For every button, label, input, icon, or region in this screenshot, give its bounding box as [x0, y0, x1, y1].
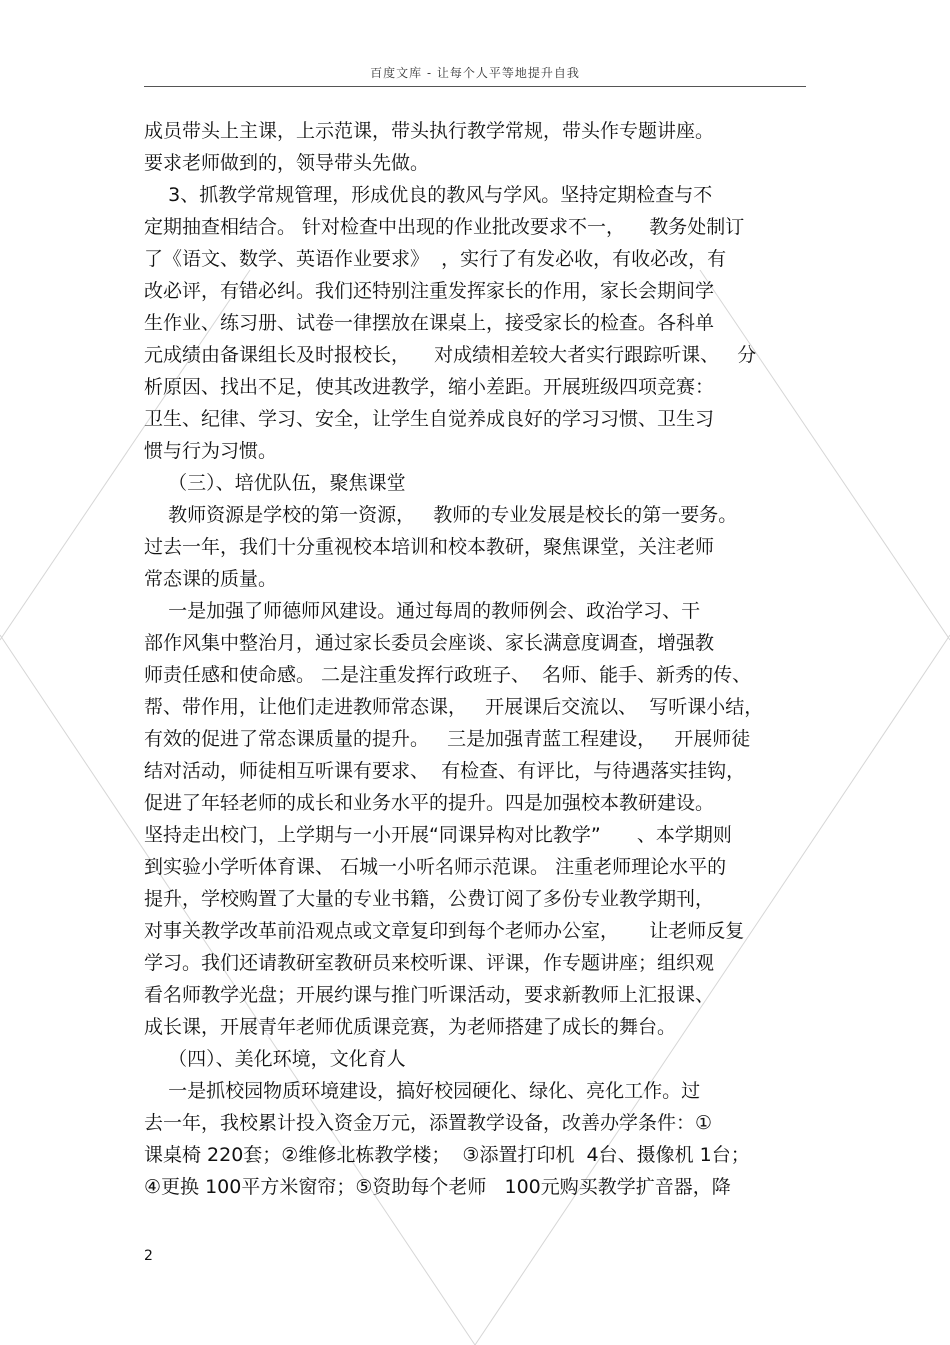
body-line: 促进了年轻老师的成长和业务水平的提升。四是加强校本教研建设。 [144, 792, 715, 814]
body-line: 元成绩由备课组长及时报校长， 对成绩相差较大者实行跟踪听课、 分 [144, 344, 757, 366]
body-line: 结对活动，师徒相互听课有要求、 有检查、有评比，与待遇落实挂钩， [144, 760, 746, 782]
body-line: ④更换 100平方米窗帘；⑤资助每个老师 100元购买教学扩音器，降 [144, 1176, 731, 1198]
body-line: 教师资源是学校的第一资源， 教师的专业发展是校长的第一要务。 [144, 504, 738, 526]
body-line: 一是加强了师德师风建设。通过每周的教师例会、政治学习、干 [144, 600, 701, 622]
body-line: 看名师教学光盘；开展约课与推门听课活动，要求新教师上汇报课、 [144, 984, 715, 1006]
body-line: 到实验小学听体育课、 石城一小听名师示范课。 注重老师理论水平的 [144, 856, 727, 878]
body-line: 改必评，有错必纠。我们还特别注重发挥家长的作用，家长会期间学 [144, 280, 715, 302]
body-line: 析原因、找出不足，使其改进教学，缩小差距。开展班级四项竞赛： [144, 376, 715, 398]
body-line: 过去一年，我们十分重视校本培训和校本教研，聚焦课堂，关注老师 [144, 536, 715, 558]
page-number: 2 [144, 1248, 153, 1264]
section-heading: （四）、美化环境，文化育人 [144, 1048, 406, 1070]
body-line: 常态课的质量。 [144, 568, 278, 590]
body-line: 提升，学校购置了大量的专业书籍，公费订阅了多份专业教学期刊， [144, 888, 715, 910]
body-line: 坚持走出校门，上学期与一小开展“同课异构对比教学” 、本学期则 [144, 824, 732, 846]
body-line: 对事关教学改革前沿观点或文章复印到每个老师办公室， 让老师反复 [144, 920, 745, 942]
body-line: 生作业、练习册、试卷一律摆放在课桌上，接受家长的检查。各科单 [144, 312, 715, 334]
header-divider [144, 86, 806, 87]
body-line: 师责任感和使命感。 二是注重发挥行政班子、 名师、能手、新秀的传、 [144, 664, 752, 686]
body-line: 成长课，开展青年老师优质课竞赛，为老师搭建了成长的舞台。 [144, 1016, 677, 1038]
page-header: 百度文库 - 让每个人平等地提升自我 [370, 66, 580, 80]
document-body [144, 115, 806, 1203]
body-line: 一是抓校园物质环境建设，搞好校园硬化、绿化、亮化工作。过 [144, 1080, 701, 1102]
body-line: 卫生、纪律、学习、安全，让学生自觉养成良好的学习习惯、卫生习 [144, 408, 715, 430]
body-line: 课桌椅 220套；②维修北栋教学楼； ③添置打印机 4台、摄像机 1台； [144, 1144, 750, 1166]
body-line: 要求老师做到的，领导带头先做。 [144, 152, 430, 174]
body-line: 帮、带作用，让他们走进教师常态课， 开展课后交流以、 写听课小结， [144, 696, 764, 718]
section-heading: （三）、培优队伍，聚焦课堂 [144, 472, 406, 494]
body-line: 部作风集中整治月，通过家长委员会座谈、家长满意度调查，增强教 [144, 632, 715, 654]
body-line: 了《语文、数学、英语作业要求》 ，实行了有发必收，有收必改，有 [144, 248, 727, 270]
body-line: 学习。我们还请教研室教研员来校听课、评课，作专题讲座；组织观 [144, 952, 715, 974]
body-line: 成员带头上主课，上示范课，带头执行教学常规，带头作专题讲座。 [144, 120, 715, 142]
body-line: 有效的促进了常态课质量的提升。 三是加强青蓝工程建设， 开展师徒 [144, 728, 751, 750]
body-line: 去一年，我校累计投入资金万元，添置教学设备，改善办学条件：① [144, 1112, 713, 1134]
body-line: 定期抽查相结合。 针对检查中出现的作业批改要求不一， 教务处制订 [144, 216, 745, 238]
body-line: 惯与行为习惯。 [144, 440, 278, 462]
body-line: 3、抓教学常规管理，形成优良的教风与学风。坚持定期检查与不 [144, 184, 713, 206]
